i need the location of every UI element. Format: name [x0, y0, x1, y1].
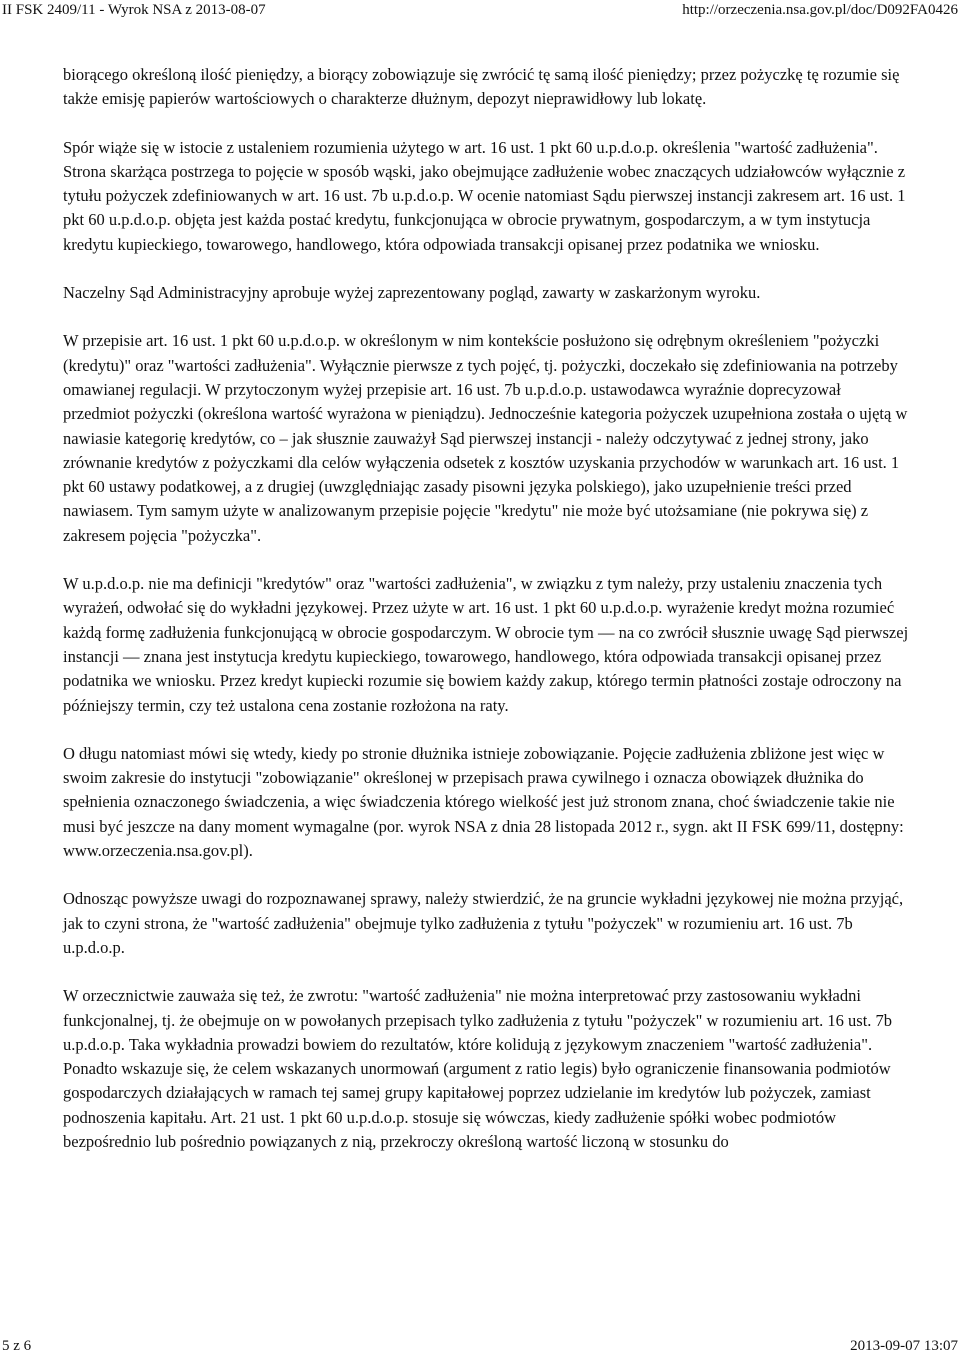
- print-header-title: II FSK 2409/11 - Wyrok NSA z 2013-08-07: [2, 2, 266, 18]
- page-number: 5 z 6: [2, 1338, 32, 1354]
- paragraph-art-16-analysis: W przepisie art. 16 ust. 1 pkt 60 u.p.d.o.p. w określonym w nim kontekście posłużono się odrębnym określeniem "pożyczki (kredytu)" oraz "wartości zadłużenia". Wyłącznie pierwsze z tych pojęć, tj. pożyczki, doczekało się zdefiniowania na potrzeby omawianej regulacji. W przytoczonym wyżej przepisie art. 16 ust. 7b u.p.d.o.p. ustawodawca wyraźnie doprecyzował przedmiot pożyczki (określona wartość wyrażona w pieniądzu). Jednocześnie kategoria pożyczek uzupełniona została o ujętą w nawiasie kategorię kredytów, co – jak słusznie zauważył Sąd pierwszej instancji - należy odczytywać z jednej strony, jako zrównanie kredytów z pożyczkami dla celów wyłączenia odsetek z kosztów uzyskania przychodów w warunkach art. 16 ust. 1 pkt 60 ustawy podatkowej, a z drugiej (uwzględniając zasady pisowni języka polskiego), jako uzupełnienie treści przed nawiasem. Tym samym użyte w analizowanym przepisie pojęcie "kredytu" nie może być utożsamiane (nie pokrywa się) z zakresem pojęcia "pożyczka".: [63, 331, 908, 545]
- paragraph-conclusion: Odnosząc powyższe uwagi do rozpoznawanej sprawy, należy stwierdzić, że na gruncie wykładni językowej nie można przyjąć, jak to czyni strona, że "wartość zadłużenia" obejmuje tylko zadłużenia z tytułu "pożyczek" w rozumieniu art. 16 ust. 7b u.p.d.o.p.: [63, 889, 904, 957]
- paragraph-case-law: W orzecznictwie zauważa się też, że zwrotu: "wartość zadłużenia" nie można interpretować przy zastosowaniu wykładni funkcjonalnej, tj. że obejmuje on w powołanych przepisach tylko zadłużenia z tytułu "pożyczek" w rozumieniu art. 16 ust. 7b u.p.d.o.p. Taka wykładnia prowadzi bowiem do rezultatów, które kolidują z językowym znaczeniem "wartość zadłużenia". Ponadto wskazuje się, że celem wskazanych unormowań (argument z ratio legis) było ograniczenie finansowania podmiotów gospodarczych działających w ramach tej samej grupy kapitałowej poprzez udzielanie im kredytów lub pożyczek, zamiast podnoszenia kapitału. Art. 21 ust. 1 pkt 60 u.p.d.o.p. stosuje się wówczas, kiedy zadłużenie spółki wobec podmiotów bezpośrednio lub pośrednio powiązanych z nią, przekroczy określoną wartość liczoną w stosunku do: [63, 986, 893, 1151]
- paragraph-credit-definition: W u.p.d.o.p. nie ma definicji "kredytów" oraz "wartości zadłużenia", w związku z tym należy, przy ustaleniu znaczenia tych wyrażeń, odwołać się do wykładni językowej. Przez użyte w art. 16 ust. 1 pkt 60 u.p.d.o.p. wyrażenie kredyt można rozumieć każdą formę zadłużenia funkcjonującą w obrocie gospodarczym. W obrocie tym — na co zwrócił słusznie uwagę Sąd pierwszej instancji — znana jest instytucja kredytu kupieckiego, towarowego, handlowego, która odpowiada transakcji opisanej przez podatnika we wniosku. Przez kredyt kupiecki rozumie się bowiem każdy zakup, którego termin płatności zostaje odroczony na późniejszy termin, czy też ustalona cena zostanie rozłożona na raty.: [63, 574, 909, 715]
- document-body: [63, 63, 909, 1178]
- paragraph-dispute: Spór wiąże się w istocie z ustaleniem rozumienia użytego w art. 16 ust. 1 pkt 60 u.p.d.o.p. określenia "wartość zadłużenia". Strona skarżąca postrzega to pojęcie w sposób wąski, jako obejmujące zadłużenie wobec znaczących udziałowców wyłącznie z tytułu pożyczek zdefiniowanych w art. 16 ust. 7b u.p.d.o.p. W ocenie natomiast Sądu pierwszej instancji zakresem art. 16 ust. 1 pkt 60 u.p.d.o.p. objęta jest każda postać kredytu, funkcjonująca w obrocie prywatnym, gospodarczym, a w tym instytucja kredytu kupieckiego, towarowego, handlowego, która odpowiada transakcji opisanej przez podatnika we wniosku.: [63, 137, 906, 254]
- print-timestamp: 2013-09-07 13:07: [850, 1338, 958, 1354]
- print-header-url: http://orzeczenia.nsa.gov.pl/doc/D092FA0426: [682, 2, 958, 18]
- paragraph-pozyczka-definition: biorącego określoną ilość pieniędzy, a biorący zobowiązuje się zwrócić tę samą ilość pieniędzy; przez pożyczkę tę rozumie się także emisję papierów wartościowych o charakterze dłużnym, depozyt nieprawidłowy lub lokatę.: [63, 65, 900, 109]
- paragraph-nsa-approval: Naczelny Sąd Administracyjny aprobuje wyżej zaprezentowany pogląd, zawarty w zaskarżonym wyroku.: [63, 283, 761, 303]
- paragraph-debt-definition: O długu natomiast mówi się wtedy, kiedy po stronie dłużnika istnieje zobowiązanie. Pojęcie zadłużenia zbliżone jest więc w swoim zakresie do instytucji "zobowiązanie" określonej w przepisach prawa cywilnego i oznacza obowiązek dłużnika do spełnienia oznaczonego świadczenia, a więc świadczenia którego wielkość jest już stronom znana, choć świadczenie takie nie musi być jeszcze na dany moment wymagalne (por. wyrok NSA z dnia 28 listopada 2012 r., sygn. akt II FSK 699/11, dostępny: www.orzeczenia.nsa.gov.pl).: [63, 743, 904, 861]
